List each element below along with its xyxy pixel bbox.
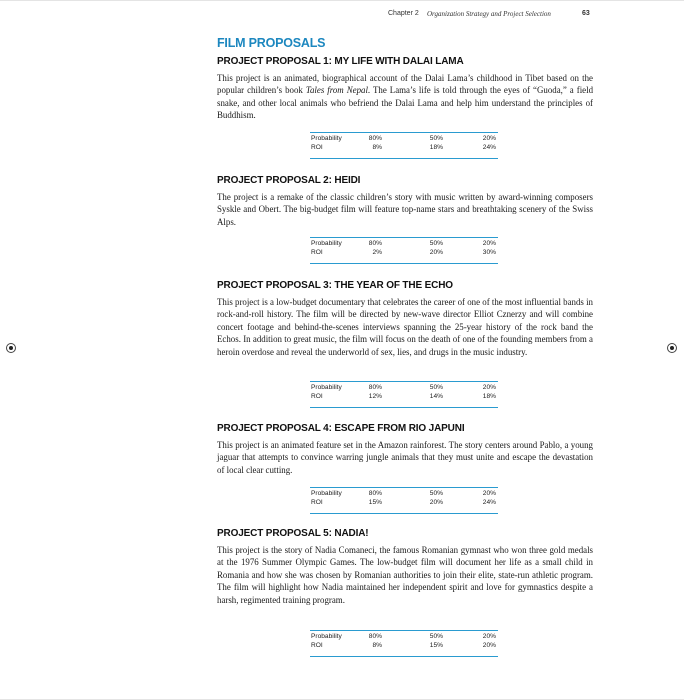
roi-cell: 8%	[372, 144, 382, 151]
roi-row	[310, 499, 498, 509]
probability-cell: 80%	[368, 490, 382, 497]
probability-cell: 80%	[368, 135, 382, 142]
book-title: Tales from Nepal	[305, 85, 368, 96]
description-text-cont: . The Lama’s life is told through the eyes of “Guoda,” a field snake, and other local animals who befriend the Dalai Lama and help him understand the principles of Buddhism.	[217, 85, 594, 121]
proposal-5	[217, 527, 593, 663]
roi-cell: 15%	[368, 499, 382, 506]
probability-cell: 20%	[482, 384, 496, 391]
proposal-heading: PROJECT PROPOSAL 5: NADIA!	[217, 528, 369, 539]
roi-cell: 20%	[482, 642, 496, 649]
row-label: Probability	[311, 240, 342, 247]
right-page-nav-icon[interactable]	[667, 343, 677, 353]
proposal-heading: PROJECT PROPOSAL 4: ESCAPE FROM RIO JAPUNI	[217, 423, 465, 434]
roi-cell: 20%	[429, 249, 443, 256]
probability-cell: 50%	[429, 135, 443, 142]
roi-row	[310, 144, 498, 154]
row-label: Probability	[311, 135, 342, 142]
row-label: Probability	[311, 633, 342, 640]
proposal-description	[217, 72, 593, 122]
row-label: ROI	[311, 249, 323, 256]
proposal-description: This project is the story of Nadia Comaneci, the famous Romanian gymnast who won three gold medals at the 1976 Summer Olympic Games. The low-budget film will document her life as a small child in Romania and how she was chosen by Romanian authorities to join their elite, state-run athletic program. The film will highlight how Nadia maintained her independent spirit and love for gymnastics despite a harsh, regimented training program.	[217, 545, 593, 605]
roi-row	[310, 642, 498, 652]
row-label: Probability	[311, 490, 342, 497]
roi-row	[310, 393, 498, 403]
running-header	[360, 10, 594, 24]
probability-roi-table	[310, 630, 498, 657]
proposal-heading: PROJECT PROPOSAL 3: THE YEAR OF THE ECHO	[217, 280, 453, 291]
description-text: This project is an animated, biographical account of the Dalai Lama’s childhood in Tibet based on the popular children’s book	[217, 73, 593, 96]
probability-cell: 80%	[368, 240, 382, 247]
row-label: ROI	[311, 642, 323, 649]
roi-cell: 20%	[429, 499, 443, 506]
proposal-heading: PROJECT PROPOSAL 2: HEIDI	[217, 175, 361, 186]
roi-cell: 15%	[429, 642, 443, 649]
proposal-4	[217, 422, 593, 518]
probability-cell: 20%	[482, 490, 496, 497]
probability-cell: 20%	[482, 633, 496, 640]
probability-cell: 50%	[429, 240, 443, 247]
proposal-description: This project is a low-budget documentary that celebrates the career of one of the most influential bands in rock-and-roll history. The film will be directed by new-wave director Elliot Cznerzy and will combine concert footage and behind-the-scenes interviews spanning the 25-year history of the rock band the Echos. In addition to great music, the film will focus on the death of one of the founding members from a heroin overdose and reveal the underworld of sex, lies, and drugs in the music industry.	[217, 297, 593, 357]
roi-cell: 24%	[482, 499, 496, 506]
probability-roi-table	[310, 381, 498, 408]
probability-cell: 80%	[368, 633, 382, 640]
page-number: 63	[582, 10, 590, 17]
probability-roi-table	[310, 487, 498, 514]
probability-roi-table	[310, 132, 498, 159]
proposal-description: The project is a remake of the classic children’s story with music written by award-winning composers Syskle and Obert. The big-budget film will feature top-name stars and breathtaking scenery of the Swiss Alps.	[217, 192, 593, 227]
row-label: Probability	[311, 384, 342, 391]
proposal-1	[217, 55, 593, 167]
row-label: ROI	[311, 499, 323, 506]
roi-cell: 14%	[429, 393, 443, 400]
row-label: ROI	[311, 144, 323, 151]
probability-cell: 80%	[368, 384, 382, 391]
probability-cell: 50%	[429, 633, 443, 640]
probability-roi-table	[310, 237, 498, 264]
probability-cell: 20%	[482, 135, 496, 142]
left-page-nav-icon[interactable]	[6, 343, 16, 353]
proposal-description: This project is an animated feature set in the Amazon rainforest. The story centers around Pablo, a young jaguar that attempts to convince warring jungle animals that they must unite and escape the devastation of local clear cutting.	[217, 440, 593, 475]
roi-cell: 30%	[482, 249, 496, 256]
chapter-label: Chapter 2	[388, 10, 419, 17]
roi-row	[310, 249, 498, 259]
row-label: ROI	[311, 393, 323, 400]
roi-cell: 12%	[368, 393, 382, 400]
probability-cell: 50%	[429, 384, 443, 391]
top-edge-line	[0, 0, 684, 1]
probability-cell: 20%	[482, 240, 496, 247]
probability-cell: 50%	[429, 490, 443, 497]
roi-cell: 24%	[482, 144, 496, 151]
roi-cell: 2%	[372, 249, 382, 256]
roi-cell: 18%	[429, 144, 443, 151]
roi-cell: 8%	[372, 642, 382, 649]
proposal-3	[217, 279, 593, 414]
proposal-2	[217, 174, 593, 270]
roi-cell: 18%	[482, 393, 496, 400]
proposal-heading: PROJECT PROPOSAL 1: MY LIFE WITH DALAI LAMA	[217, 56, 464, 67]
chapter-title: Organization Strategy and Project Selection	[427, 10, 551, 18]
section-title: FILM PROPOSALS	[217, 36, 326, 50]
